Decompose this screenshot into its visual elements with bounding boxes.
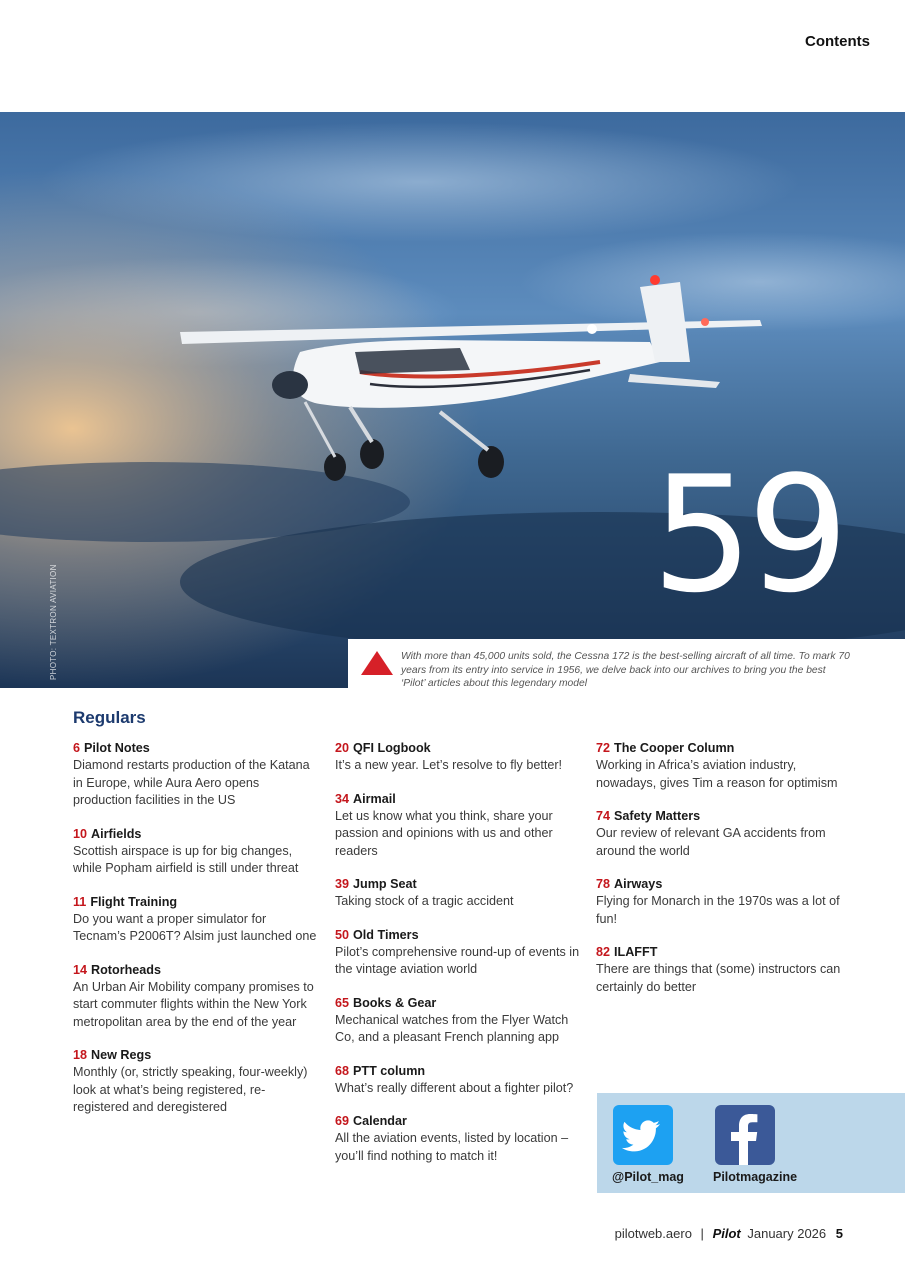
entry-title-text: Rotorheads <box>91 962 161 977</box>
contents-entry[interactable] <box>335 791 580 861</box>
entry-title <box>73 740 318 757</box>
entry-description: An Urban Air Mobility company promises to start commuter flights within the New York metropolitan area by the end of the year <box>73 979 314 1029</box>
contents-entry[interactable] <box>73 1047 318 1117</box>
contents-entry[interactable] <box>335 1113 580 1165</box>
contents-entry[interactable] <box>596 740 841 792</box>
entry-title <box>335 791 580 808</box>
section-label: Contents <box>805 33 870 50</box>
entry-title-text: Jump Seat <box>353 877 417 891</box>
entry-description: Our review of relevant GA accidents from around the world <box>596 826 826 858</box>
entry-title <box>335 1113 580 1130</box>
entry-description: Monthly (or, strictly speaking, four-weekly) look at what’s being registered, re-registered and deregistered <box>73 1065 308 1114</box>
entry-page-number: 74 <box>596 809 611 823</box>
entry-description: Working in Africa’s aviation industry, nowadays, gives Tim a reason for optimism <box>596 758 838 790</box>
photo-credit: PHOTO: TEXTRON AVIATION <box>49 564 58 680</box>
triangle-marker-icon <box>361 651 393 675</box>
contents-column-1 <box>73 740 318 1133</box>
footer-issue: January 2026 <box>747 1226 827 1241</box>
footer-page-number: 5 <box>835 1226 843 1241</box>
entry-description: Mechanical watches from the Flyer Watch Co, and a pleasant French planning app <box>335 1012 569 1044</box>
entry-page-number: 65 <box>335 995 350 1010</box>
twitter-handle[interactable]: @Pilot_mag <box>612 1170 684 1184</box>
entry-title <box>596 876 841 893</box>
entry-page-number: 34 <box>335 791 350 806</box>
entry-title <box>73 1047 318 1064</box>
entry-title <box>335 1063 580 1080</box>
entry-description: What’s really different about a fighter pilot? <box>335 1080 574 1095</box>
entry-title <box>73 962 318 979</box>
entry-page-number: 78 <box>596 877 611 891</box>
entry-title-text: Airmail <box>353 791 396 806</box>
entry-description: Scottish airspace is up for big changes, while Popham airfield is still under threat <box>73 843 299 875</box>
entry-description: All the aviation events, listed by location – you’ll find nothing to match it! <box>335 1131 569 1163</box>
entry-page-number: 50 <box>335 927 350 942</box>
contents-entry[interactable] <box>596 944 841 996</box>
entry-description: Let us know what you think, share your passion and opinions with us and other readers <box>335 808 553 858</box>
entry-title-text: PTT column <box>353 1063 426 1078</box>
contents-entry[interactable] <box>596 876 841 928</box>
entry-title <box>73 894 318 911</box>
entry-title-text: Books & Gear <box>353 995 437 1010</box>
entry-title-text: Calendar <box>353 1114 407 1128</box>
contents-entry[interactable] <box>335 927 580 979</box>
entry-page-number: 14 <box>73 962 88 977</box>
entry-title-text: Safety Matters <box>614 809 701 823</box>
entry-title-text: The Cooper Column <box>614 741 735 755</box>
contents-column-3 <box>596 740 841 1012</box>
entry-description: There are things that (some) instructors can certainly do better <box>596 962 841 994</box>
entry-description: It’s a new year. Let’s resolve to fly better! <box>335 758 563 772</box>
facebook-handle[interactable]: Pilotmagazine <box>713 1170 798 1184</box>
social-media-box <box>597 1093 905 1193</box>
entry-title-text: Airfields <box>91 826 142 841</box>
entry-title <box>596 808 841 825</box>
entry-title <box>335 927 580 944</box>
entry-title <box>596 740 841 757</box>
entry-description: Pilot’s comprehensive round-up of events in the vintage aviation world <box>335 944 580 976</box>
entry-title-text: Pilot Notes <box>84 741 150 755</box>
entry-title-text: Old Timers <box>353 927 419 942</box>
regulars-heading: Regulars <box>73 708 146 727</box>
contents-entry[interactable] <box>335 876 580 911</box>
entry-page-number: 82 <box>596 945 611 959</box>
entry-description: Diamond restarts production of the Katana in Europe, while Aura Aero opens production facilities in the US <box>73 758 310 807</box>
entry-title-text: Airways <box>614 877 663 891</box>
entry-page-number: 72 <box>596 741 611 755</box>
contents-column-2 <box>335 740 580 1181</box>
footer-magazine-name: Pilot <box>712 1226 741 1241</box>
entry-title <box>596 944 841 961</box>
entry-title-text: Flight Training <box>90 894 178 909</box>
entry-page-number: 39 <box>335 877 350 891</box>
footer-website[interactable]: pilotweb.aero <box>614 1226 692 1241</box>
entry-title-text: QFI Logbook <box>353 741 431 755</box>
contents-entry[interactable] <box>73 962 318 1032</box>
entry-page-number: 6 <box>73 741 81 755</box>
entry-title <box>73 826 318 843</box>
entry-page-number: 11 <box>73 894 87 909</box>
entry-description: Flying for Monarch in the 1970s was a lot of fun! <box>596 894 840 926</box>
entry-title-text: ILAFFT <box>614 945 658 959</box>
contents-entry[interactable] <box>73 740 318 810</box>
entry-title <box>335 995 580 1012</box>
contents-entry[interactable] <box>73 826 318 878</box>
feature-page-number: 59 <box>651 441 843 628</box>
page-footer <box>615 1226 843 1241</box>
footer-separator: | <box>700 1226 704 1241</box>
entry-description: Taking stock of a tragic accident <box>335 894 514 908</box>
twitter-icon[interactable] <box>613 1105 673 1165</box>
facebook-icon[interactable] <box>715 1105 775 1165</box>
cover-caption: With more than 45,000 units sold, the Cessna 172 is the best-selling aircraft of all time. To mark 70 years from its entry into service in 1956, we delve back into our archives to bring you the best ‘Pilot’ articles about this legendary model <box>401 651 850 689</box>
contents-entry[interactable] <box>73 894 318 946</box>
entry-title <box>335 740 580 757</box>
contents-entry[interactable] <box>335 740 580 775</box>
entry-title <box>335 876 580 893</box>
entry-page-number: 68 <box>335 1063 350 1078</box>
entry-title-text: New Regs <box>91 1048 152 1062</box>
entry-page-number: 69 <box>335 1114 350 1128</box>
contents-entry[interactable] <box>596 808 841 860</box>
entry-page-number: 10 <box>73 826 88 841</box>
entry-page-number: 20 <box>335 741 350 755</box>
contents-entry[interactable] <box>335 1063 580 1098</box>
entry-page-number: 18 <box>73 1048 88 1062</box>
entry-description: Do you want a proper simulator for Tecnam’s P2006T? Alsim just launched one <box>73 911 317 943</box>
contents-entry[interactable] <box>335 995 580 1047</box>
